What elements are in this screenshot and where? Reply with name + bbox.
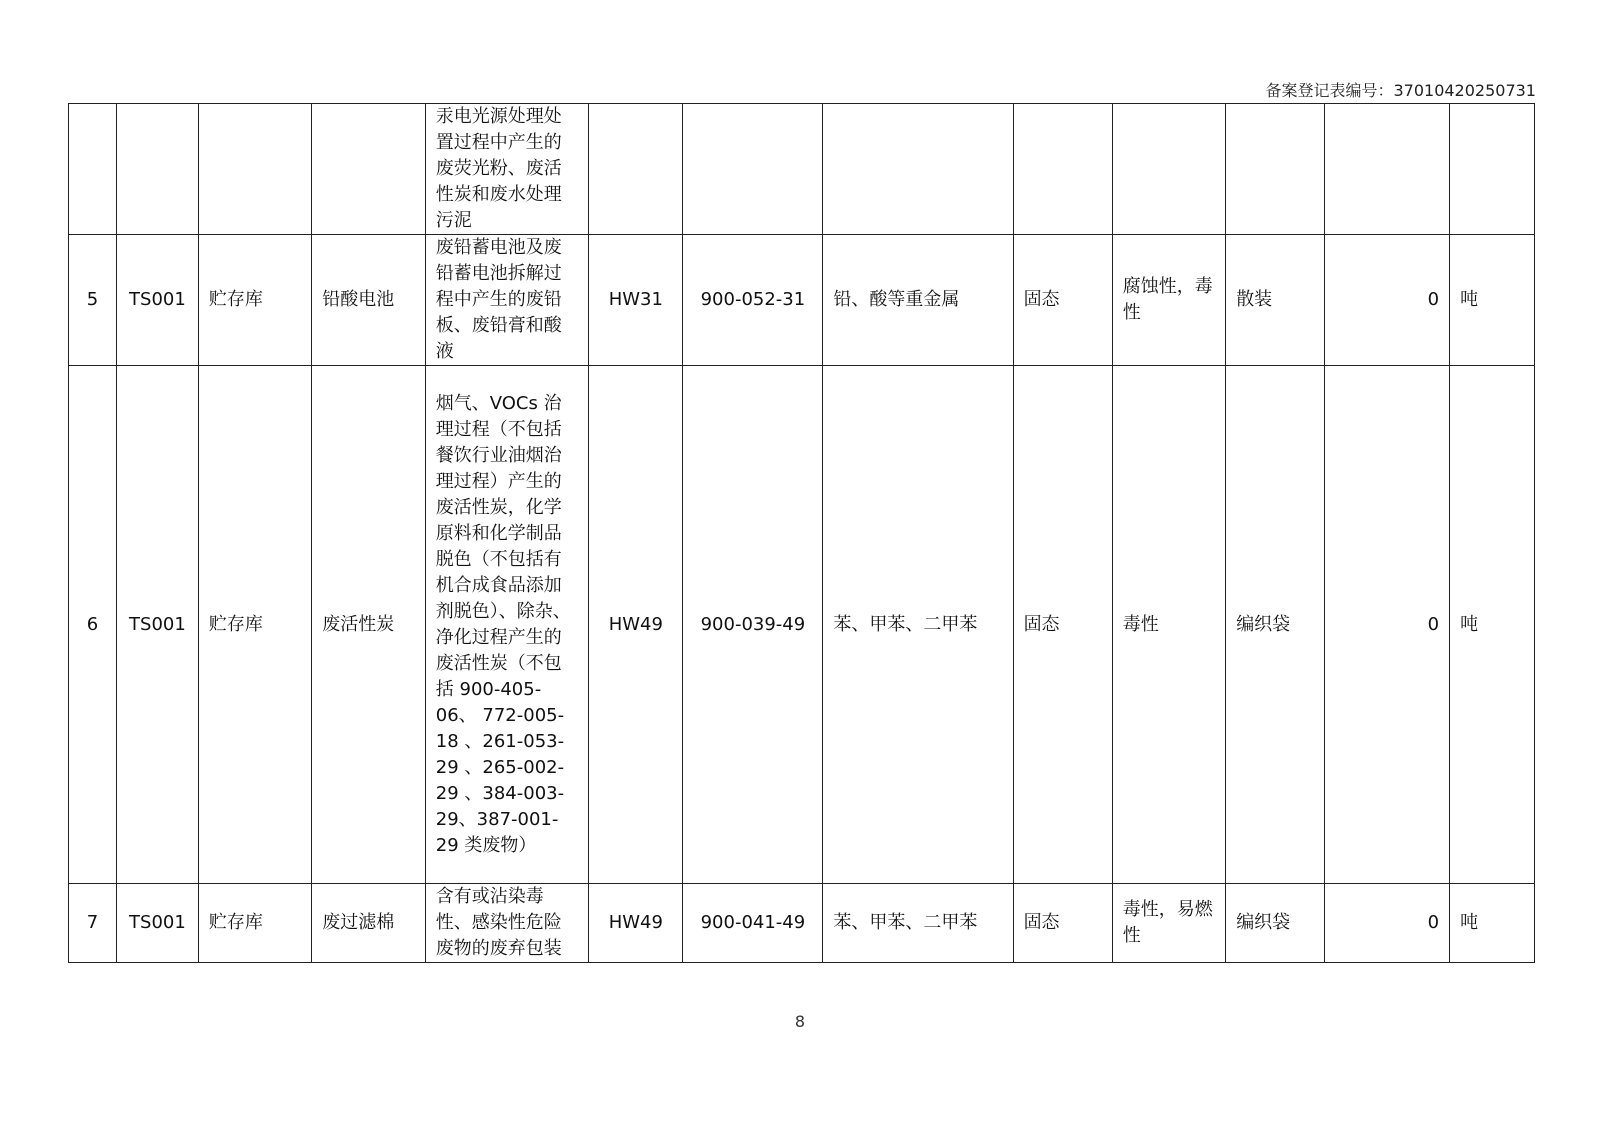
- waste-name: 废过滤棉: [312, 884, 425, 963]
- row-index: 7: [69, 884, 117, 963]
- waste-category: [589, 104, 683, 235]
- waste-code: 900-052-31: [683, 235, 823, 366]
- hazard-property: 毒性: [1112, 366, 1225, 884]
- facility-type: 贮存库: [198, 884, 311, 963]
- unit: 吨: [1450, 884, 1535, 963]
- hazard-property: 腐蚀性，毒性: [1112, 235, 1225, 366]
- physical-form: 固态: [1013, 884, 1112, 963]
- row-index: [69, 104, 117, 235]
- facility-type: [198, 104, 311, 235]
- quantity: [1325, 104, 1450, 235]
- facility-type: 贮存库: [198, 366, 311, 884]
- quantity: 0: [1325, 884, 1450, 963]
- row-index: 5: [69, 235, 117, 366]
- row-index: 6: [69, 366, 117, 884]
- quantity: 0: [1325, 366, 1450, 884]
- packaging: 散装: [1226, 235, 1325, 366]
- hazardous-components: 苯、甲苯、二甲苯: [823, 366, 1013, 884]
- waste-category: HW49: [589, 884, 683, 963]
- waste-description: 烟气、VOCs 治理过程（不包括餐饮行业油烟治理过程）产生的废活性炭，化学原料和化学制品脱色（不包括有机合成食品添加剂脱色）、除杂、净化过程产生的废活性炭（不包括 900-405-06、 772-005-18 、261-053-29 、265-002-29 、384-003-29、387-001-29 类废物）: [425, 366, 589, 884]
- table-row: [69, 104, 1535, 235]
- waste-description: 废铅蓄电池及废铅蓄电池拆解过程中产生的废铅板、废铅膏和酸液: [425, 235, 589, 366]
- table-row: [69, 235, 1535, 366]
- facility-code: TS001: [117, 884, 199, 963]
- quantity: 0: [1325, 235, 1450, 366]
- hazardous-components: [823, 104, 1013, 235]
- waste-description: 汞电光源处理处置过程中产生的废荧光粉、废活性炭和废水处理污泥: [425, 104, 589, 235]
- waste-name: [312, 104, 425, 235]
- waste-code: 900-039-49: [683, 366, 823, 884]
- waste-name: 废活性炭: [312, 366, 425, 884]
- unit: 吨: [1450, 366, 1535, 884]
- waste-name: 铅酸电池: [312, 235, 425, 366]
- hazard-property: [1112, 104, 1225, 235]
- waste-category: HW49: [589, 366, 683, 884]
- waste-description: 含有或沾染毒性、感染性危险废物的废弃包装: [425, 884, 589, 963]
- facility-code: TS001: [117, 366, 199, 884]
- physical-form: 固态: [1013, 366, 1112, 884]
- hazardous-components: 苯、甲苯、二甲苯: [823, 884, 1013, 963]
- hazard-property: 毒性，易燃性: [1112, 884, 1225, 963]
- waste-category: HW31: [589, 235, 683, 366]
- page-number: 8: [794, 1012, 806, 1031]
- physical-form: 固态: [1013, 235, 1112, 366]
- hazardous-components: 铅、酸等重金属: [823, 235, 1013, 366]
- facility-code: TS001: [117, 235, 199, 366]
- facility-type: 贮存库: [198, 235, 311, 366]
- waste-code: 900-041-49: [683, 884, 823, 963]
- packaging: 编织袋: [1226, 884, 1325, 963]
- waste-code: [683, 104, 823, 235]
- unit: [1450, 104, 1535, 235]
- hazardous-waste-table: [68, 103, 1535, 963]
- unit: 吨: [1450, 235, 1535, 366]
- registration-number: 备案登记表编号：37010420250731: [1265, 81, 1536, 100]
- facility-code: [117, 104, 199, 235]
- table-row: [69, 884, 1535, 963]
- table-row: [69, 366, 1535, 884]
- packaging: [1226, 104, 1325, 235]
- physical-form: [1013, 104, 1112, 235]
- packaging: 编织袋: [1226, 366, 1325, 884]
